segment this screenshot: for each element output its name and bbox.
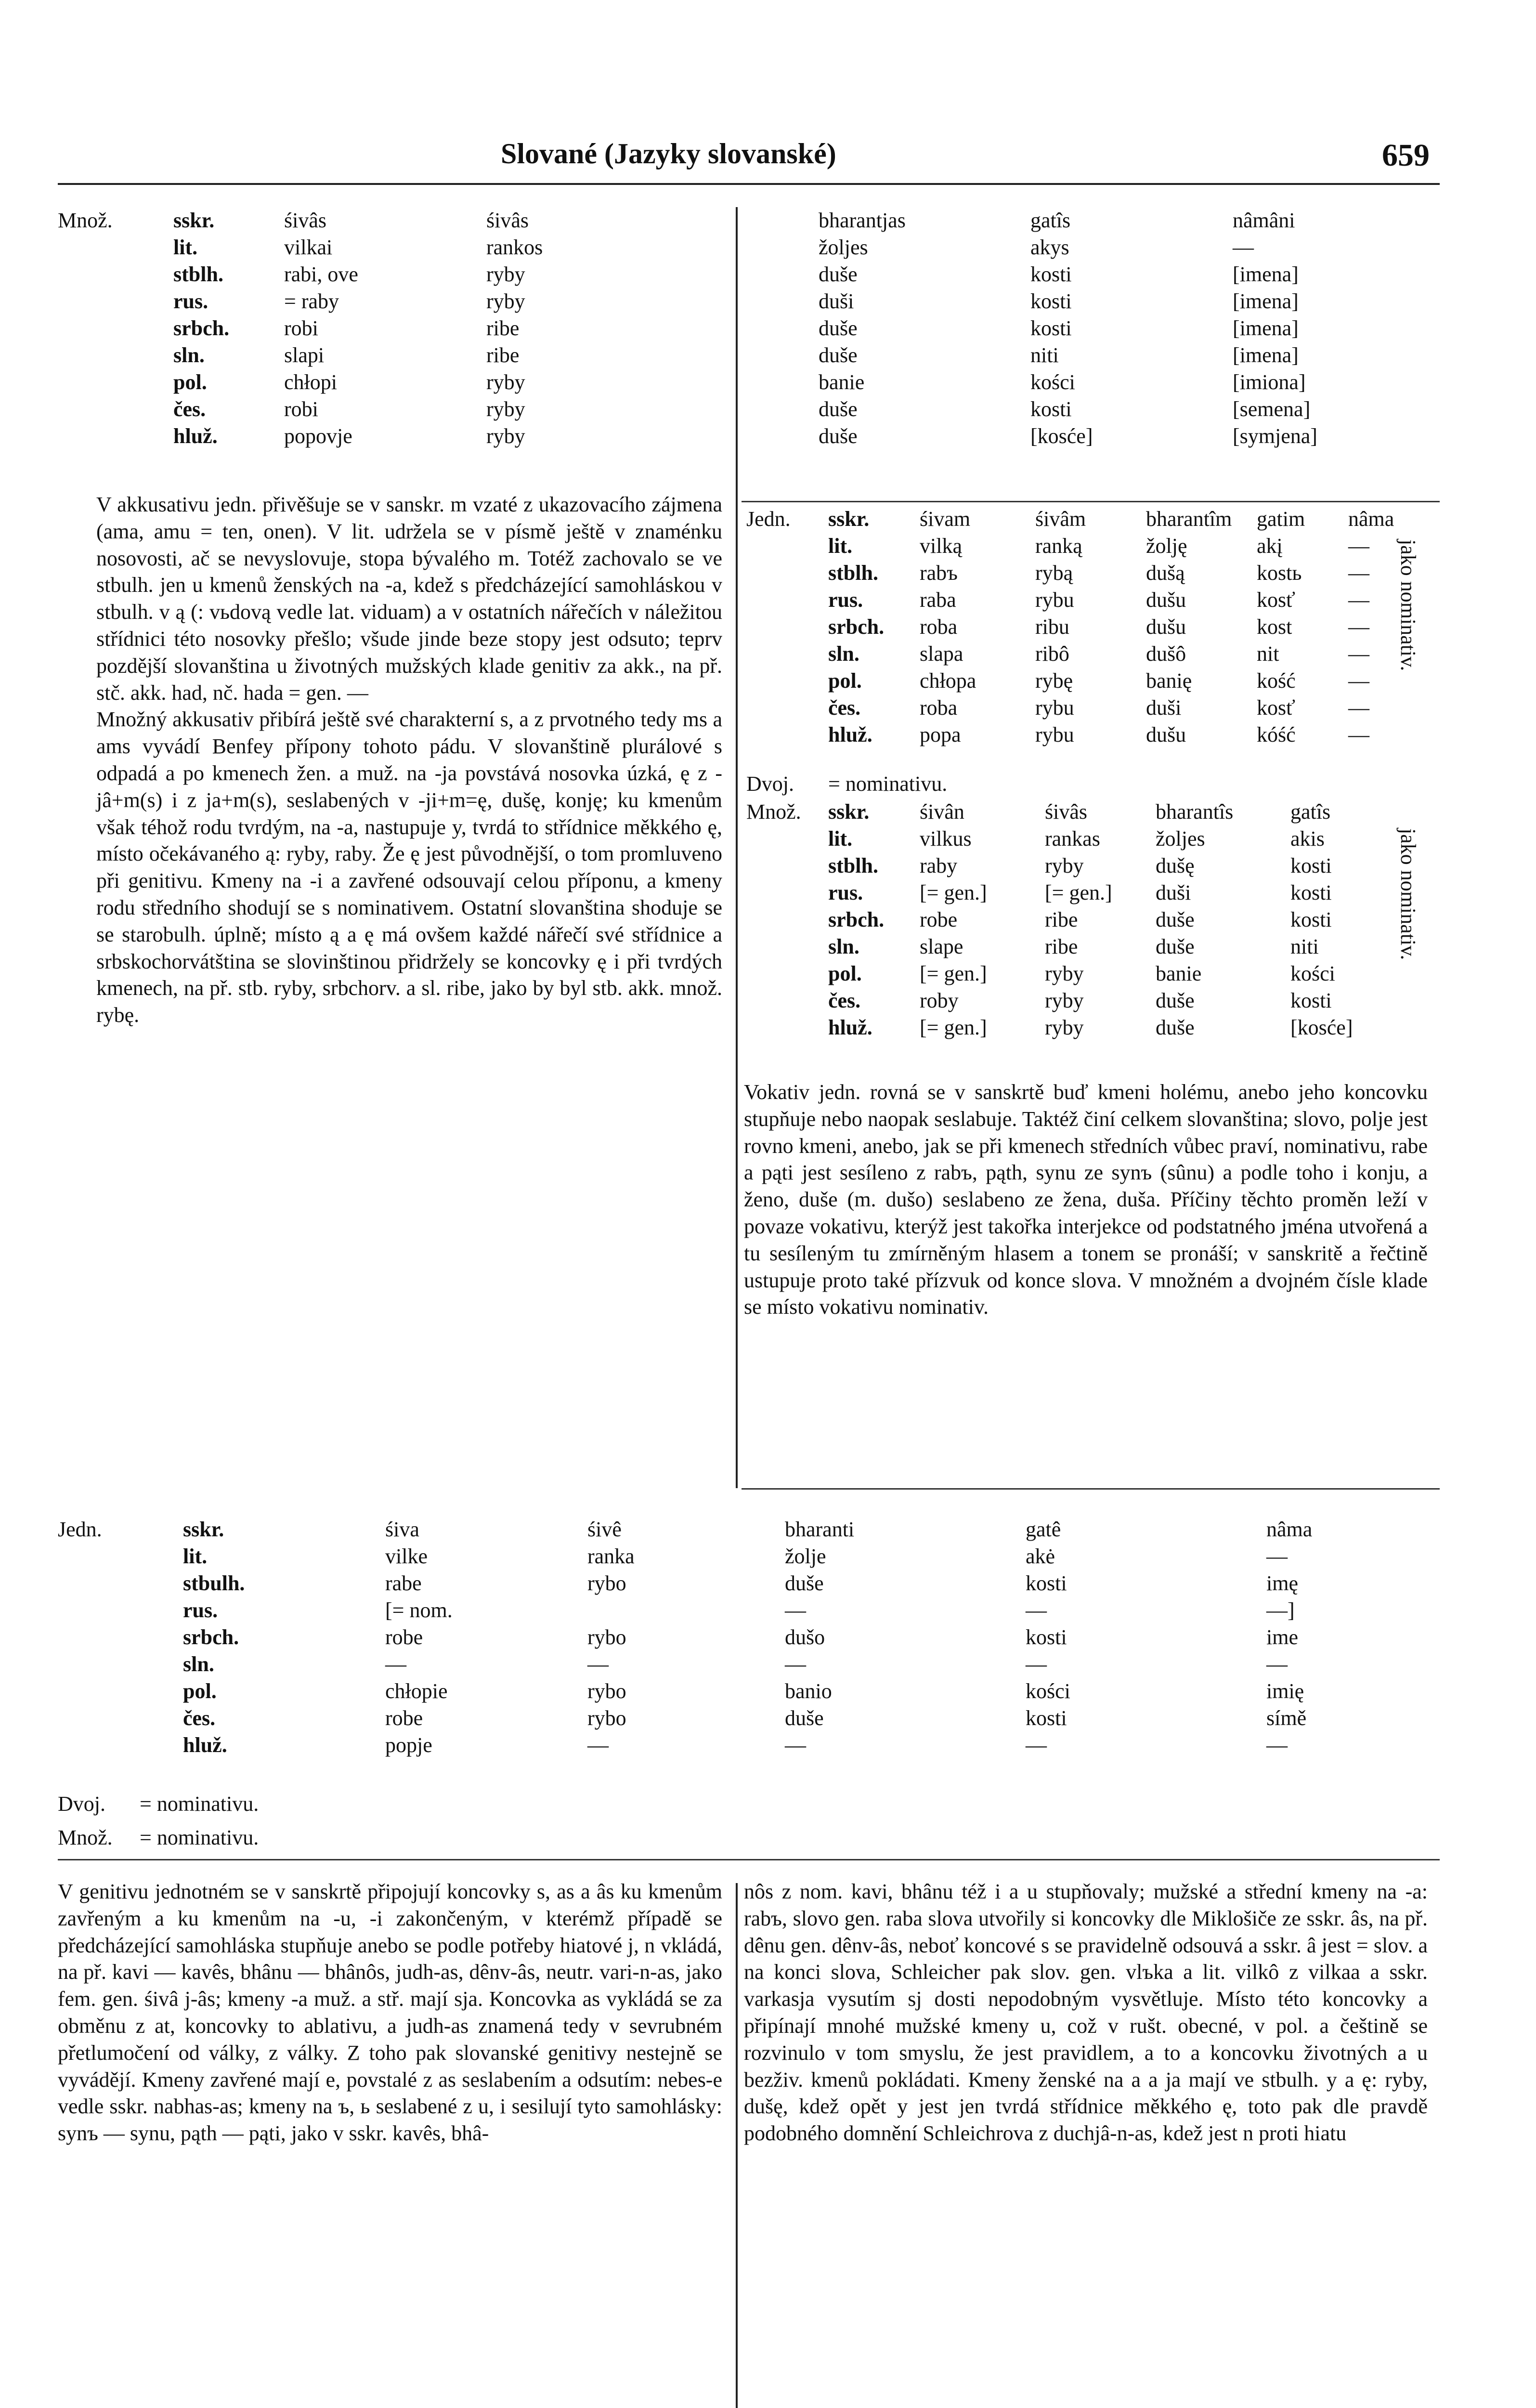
table-row xyxy=(828,907,1387,934)
form-cell: — xyxy=(785,1733,806,1757)
voc-plural-label: Množ. xyxy=(58,1826,113,1849)
table-row xyxy=(819,397,1396,424)
form-cell: banio xyxy=(785,1679,832,1703)
accusative-paragraph-1: V akkusativu jedn. přivěšuje se v sanskr. m vzaté z ukazovacího zájmena (ama, amu = ten, onen). V lit. udržela se v písmě ještě v znaménku nosovosti, ač se nevyslovuje, stopa bývalého m. Totéž zachovalo se ve stbulh. jen u kmenů ženských na -a, kdež s předcházející samohláskou v stbulh. v ą (: vьdovą vedle lat. viduam) a v ostatních nářečích v náležitou střídnici této nosovky přešlo; všude jinde beze stopy jest odsuto; teprv pozdější slovanština u životných mužských klade genitiv za akk., na př. stč. akk. had, nč. hada = gen. — xyxy=(96,493,722,705)
table-row xyxy=(828,507,1406,534)
table-row xyxy=(183,1571,780,1598)
form-cell: [semena] xyxy=(1233,397,1311,421)
form-cell: śivam xyxy=(920,507,971,531)
form-cell: slapi xyxy=(284,343,325,367)
form-cell: kosti xyxy=(1030,262,1072,286)
form-cell: ribu xyxy=(1035,615,1069,639)
form-cell: — xyxy=(1348,669,1369,693)
table-row xyxy=(785,1544,1411,1571)
form-cell: gatê xyxy=(1026,1518,1061,1541)
form-cell: — xyxy=(1266,1733,1288,1757)
table-row xyxy=(819,208,1396,235)
table-row xyxy=(819,316,1396,343)
form-cell: akys xyxy=(1030,236,1069,259)
form-cell: duše xyxy=(819,262,858,286)
language-cell: sln. xyxy=(828,642,859,666)
table-row xyxy=(828,641,1406,668)
form-cell: kosti xyxy=(1030,316,1072,340)
form-cell: [kosće] xyxy=(1030,424,1093,448)
form-cell: nâma xyxy=(1348,507,1394,531)
form-cell: = raby xyxy=(284,289,339,313)
form-cell: [imena] xyxy=(1233,289,1299,313)
section-rule-full xyxy=(58,1859,1440,1860)
form-cell: robi xyxy=(284,316,318,340)
form-cell: vilkai xyxy=(284,236,333,259)
form-cell: [symjena] xyxy=(1233,424,1317,448)
form-cell: śivâs xyxy=(486,209,529,232)
language-cell: stblh. xyxy=(173,262,223,286)
form-cell: bharantîm xyxy=(1146,507,1232,531)
form-cell: dušo xyxy=(785,1625,825,1649)
form-cell: duši xyxy=(819,289,854,313)
form-cell: niti xyxy=(1030,343,1059,367)
form-cell: [imena] xyxy=(1233,343,1299,367)
form-cell: duše xyxy=(819,316,858,340)
language-cell: sskr. xyxy=(828,800,870,824)
language-cell: sskr. xyxy=(173,209,215,232)
form-cell: popa xyxy=(920,723,961,746)
form-cell: kości xyxy=(1030,370,1075,394)
language-cell: stbulh. xyxy=(183,1571,245,1595)
case-label-plural-nom: Množ. xyxy=(58,209,113,232)
vocative-text xyxy=(744,1079,1428,1321)
form-cell: dušu xyxy=(1146,588,1186,612)
form-cell: duše xyxy=(1156,1016,1195,1039)
table-row xyxy=(183,1706,780,1733)
table-row xyxy=(828,853,1387,880)
table-row xyxy=(183,1517,780,1544)
table-row xyxy=(828,961,1387,988)
form-cell: śivê xyxy=(587,1518,622,1541)
table-row xyxy=(785,1625,1411,1652)
form-cell: śivâm xyxy=(1035,507,1086,531)
form-cell: banie xyxy=(819,370,865,394)
form-cell: bharantîs xyxy=(1156,800,1234,824)
form-cell: rybo xyxy=(587,1679,626,1703)
form-cell: chłopie xyxy=(385,1679,448,1703)
form-cell: imę xyxy=(1266,1571,1298,1595)
form-cell: dušu xyxy=(1146,615,1186,639)
form-cell: — xyxy=(1348,696,1369,720)
language-cell: hluž. xyxy=(828,723,872,746)
language-cell: sln. xyxy=(828,935,859,958)
column-rule-upper xyxy=(736,207,738,1488)
form-cell: ribe xyxy=(1045,908,1078,931)
form-cell: — xyxy=(587,1652,609,1676)
language-cell: lit. xyxy=(183,1544,208,1568)
form-cell: rybo xyxy=(587,1706,626,1730)
form-cell: rabi, ove xyxy=(284,262,358,286)
form-cell: kosti xyxy=(1290,908,1332,931)
form-cell: ranka xyxy=(587,1544,635,1568)
form-cell: nâma xyxy=(1266,1518,1313,1541)
form-cell: śivâs xyxy=(1045,800,1087,824)
form-cell: akį xyxy=(1257,534,1283,558)
form-cell: nit xyxy=(1257,642,1279,666)
form-cell: vilką xyxy=(920,534,962,558)
table-row xyxy=(828,534,1406,561)
table-row xyxy=(828,561,1406,588)
acc-dual-text: = nominativu. xyxy=(828,772,948,796)
language-cell: hluž. xyxy=(183,1733,227,1757)
genitive-paragraph-left: V genitivu jednotném se v sanskrtě připojují koncovky s, as a âs ku kmenům zavřeným a ku kmenům na -u, -i zakončeným, v kterémž případě se předcházející samohláska stupňuje anebo se podle potřeby hiatové j, n vkládá, na př. kavi — kavês, bhânu — bhânôs, judh-as, dênv-âs, neutr. vari-n-as, jako fem. gen. śivâ j-âs; kmeny -a muž. a stř. mají sja. Koncovka as vykládá se za obměnu z at, koncovky to ablativu, a judh-as znamená tedy v sevrubném přetlumočení od války, z války. Z toho pak slovanské genitivy nestejně se vyvádějí. Kmeny zavřené mají e, povstalé z as seslabením a odsutím: nebes-e vedle sskr. nabhas-as; kmeny na ъ, ь seslabené z u, i sesilují tyto samohlásky: synъ — synu, pąth — pąti, jako v sskr. kavês, bhâ- xyxy=(58,1880,722,2146)
form-cell: bharantjas xyxy=(819,209,906,232)
form-cell: — xyxy=(1026,1652,1047,1676)
form-cell: duše xyxy=(819,343,858,367)
language-cell: čes. xyxy=(828,989,861,1012)
table-row xyxy=(828,668,1406,695)
table-row xyxy=(785,1598,1411,1625)
form-cell: slape xyxy=(920,935,963,958)
table-row xyxy=(828,826,1387,853)
form-cell: nâmâni xyxy=(1233,209,1295,232)
form-cell: rybo xyxy=(587,1625,626,1649)
form-cell: — xyxy=(1266,1544,1288,1568)
form-cell: chłopa xyxy=(920,669,976,693)
table-row xyxy=(183,1598,780,1625)
table-row xyxy=(785,1517,1411,1544)
form-cell: [= nom. xyxy=(385,1598,453,1622)
vocative-table-right xyxy=(785,1517,1411,1760)
form-cell: kości xyxy=(1026,1679,1070,1703)
form-cell: rabe xyxy=(385,1571,422,1595)
table-row xyxy=(819,262,1396,289)
form-cell: ryby xyxy=(486,289,525,313)
form-cell: — xyxy=(1348,723,1369,746)
language-cell: rus. xyxy=(828,881,863,904)
language-cell: pol. xyxy=(173,370,207,394)
table-row xyxy=(828,799,1387,826)
language-cell: pol. xyxy=(183,1679,217,1703)
language-cell: lit. xyxy=(828,534,853,558)
acc-plural-note: jako nominativ. xyxy=(1396,828,1420,960)
language-cell: lit. xyxy=(173,236,198,259)
table-row xyxy=(183,1679,780,1706)
language-cell: pol. xyxy=(828,669,862,693)
form-cell: ryby xyxy=(1045,962,1084,985)
form-cell: žoljes xyxy=(819,236,868,259)
language-cell: sskr. xyxy=(828,507,870,531)
form-cell: gatim xyxy=(1257,507,1305,531)
language-cell: sskr. xyxy=(183,1518,224,1541)
form-cell: duše xyxy=(819,397,858,421)
form-cell: [= gen.] xyxy=(1045,881,1112,904)
form-cell: žolje xyxy=(785,1544,826,1568)
form-cell: duše xyxy=(1156,935,1195,958)
form-cell: — xyxy=(1348,615,1369,639)
accusative-plural-table xyxy=(828,799,1387,1042)
table-row xyxy=(828,695,1406,722)
form-cell: ryby xyxy=(1045,854,1084,877)
accusative-singular-table xyxy=(828,507,1406,749)
form-cell: —] xyxy=(1266,1598,1295,1622)
table-row xyxy=(828,880,1387,907)
table-row xyxy=(183,1625,780,1652)
table-row xyxy=(785,1571,1411,1598)
form-cell: popovje xyxy=(284,424,352,448)
acc-sing-label: Jedn. xyxy=(746,507,791,531)
form-cell: vilke xyxy=(385,1544,428,1568)
language-cell: srbch. xyxy=(173,316,230,340)
form-cell: rankas xyxy=(1045,827,1100,851)
form-cell: [imiona] xyxy=(1233,370,1306,394)
form-cell: — xyxy=(587,1733,609,1757)
page-number: 659 xyxy=(1382,138,1430,173)
form-cell: kosti xyxy=(1030,289,1072,313)
form-cell: ime xyxy=(1266,1625,1298,1649)
form-cell: duše xyxy=(1156,908,1195,931)
form-cell: ryby xyxy=(486,370,525,394)
form-cell: śivân xyxy=(920,800,964,824)
form-cell: rybę xyxy=(1035,669,1073,693)
form-cell: niti xyxy=(1290,935,1319,958)
table-row xyxy=(828,588,1406,615)
language-cell: stblh. xyxy=(828,561,878,585)
table-row xyxy=(173,316,631,343)
form-cell: kosť xyxy=(1257,588,1295,612)
form-cell: dušô xyxy=(1146,642,1186,666)
vocative-table-left xyxy=(183,1517,780,1760)
language-cell: sln. xyxy=(183,1652,214,1676)
form-cell: [= gen.] xyxy=(920,1016,987,1039)
form-cell: akė xyxy=(1026,1544,1055,1568)
language-cell: lit. xyxy=(828,827,853,851)
form-cell: kostь xyxy=(1257,561,1302,585)
form-cell: ryby xyxy=(1045,989,1084,1012)
form-cell: kóść xyxy=(1257,723,1296,746)
voc-dual-label: Dvoj. xyxy=(58,1792,105,1816)
form-cell: ryby xyxy=(486,262,525,286)
form-cell: žolję xyxy=(1146,534,1187,558)
voc-plural-text: = nominativu. xyxy=(140,1826,259,1849)
language-cell: srbch. xyxy=(183,1625,239,1649)
form-cell: žoljes xyxy=(1156,827,1205,851)
form-cell: rabъ xyxy=(920,561,958,585)
table-row xyxy=(828,1015,1387,1042)
acc-dual-label: Dvoj. xyxy=(746,772,794,796)
language-cell: čes. xyxy=(183,1706,216,1730)
form-cell: rankos xyxy=(486,236,543,259)
form-cell: [= gen.] xyxy=(920,962,987,985)
table-row xyxy=(828,988,1387,1015)
form-cell: robi xyxy=(284,397,318,421)
form-cell: raby xyxy=(920,854,958,877)
table-row xyxy=(828,934,1387,961)
form-cell: banie xyxy=(1156,962,1202,985)
page-title: Slované (Jazyky slovanské) xyxy=(501,138,836,170)
form-cell: — xyxy=(1266,1652,1288,1676)
voc-dual-text: = nominativu. xyxy=(140,1792,259,1816)
form-cell: roba xyxy=(920,615,958,639)
form-cell: duše xyxy=(785,1571,824,1595)
table-row xyxy=(785,1733,1411,1760)
header-rule xyxy=(58,183,1440,185)
form-cell: ryby xyxy=(486,397,525,421)
form-cell: gatîs xyxy=(1290,800,1331,824)
table-row xyxy=(819,370,1396,397)
language-cell: rus. xyxy=(828,588,863,612)
table-row xyxy=(183,1733,780,1760)
form-cell: — xyxy=(385,1652,406,1676)
form-cell: kosti xyxy=(1026,1571,1067,1595)
form-cell: dušę xyxy=(1156,854,1195,877)
form-cell: kości xyxy=(1290,962,1335,985)
form-cell: ryby xyxy=(486,424,525,448)
form-cell: vilkus xyxy=(920,827,972,851)
form-cell: — xyxy=(1348,561,1369,585)
form-cell: rybą xyxy=(1035,561,1073,585)
form-cell: — xyxy=(1233,236,1254,259)
table-row xyxy=(173,370,631,397)
language-cell: čes. xyxy=(828,696,861,720)
language-cell: rus. xyxy=(183,1598,218,1622)
form-cell: — xyxy=(1348,642,1369,666)
form-cell: [kosće] xyxy=(1290,1016,1353,1039)
table-row xyxy=(173,424,631,451)
language-cell: pol. xyxy=(828,962,862,985)
form-cell: ribe xyxy=(1045,935,1078,958)
form-cell: rybu xyxy=(1035,588,1074,612)
table-row xyxy=(785,1652,1411,1679)
form-cell: rybu xyxy=(1035,696,1074,720)
table-row xyxy=(173,343,631,370)
table-row xyxy=(819,424,1396,451)
form-cell: kość xyxy=(1257,669,1296,693)
accusative-paragraph-2: Množný akkusativ přibírá ještě své charakterní s, a z prvotného tedy ms a ams vyvádí Benfey přípony tohoto pádu. V slovanštině plurálové s odpadá a po kmenech žen. a muž. na -ja povstává nosovka úzká, ę z -jâ+m(s) i z ja+m(s), seslabených v -ji+m=ę, dušę, konję; ku kmenům však téhož rodu tvrdým, na -a, nastupuje y, tvrdá to střídnice měkkého ę, místo očekávaného ą: ryby, raby. Že ę jest původnější, o tom promluveno při genitivu. Kmeny na -i a zavřené odsouvají celou příponu, a kmeny rodu středního shodují se s nominativem. Ostatní slovanština shoduje se se starobulh. úplně; místo ą a ę má ovšem každé nářečí své střídnice a srbskochorvátština se slovinštinou přidržely se koncovky ę i při tvrdých kmenech, na př. stb. ryby, srbchorv. a sl. ribe, jako by byl stb. akk. množ. rybę. xyxy=(96,707,722,1027)
form-cell: duši xyxy=(1156,881,1191,904)
form-cell: imię xyxy=(1266,1679,1304,1703)
form-cell: — xyxy=(1348,588,1369,612)
table-row xyxy=(173,235,631,262)
form-cell: kosti xyxy=(1030,397,1072,421)
form-cell: chłopi xyxy=(284,370,337,394)
form-cell: — xyxy=(1026,1598,1047,1622)
genitive-paragraph-right: nôs z nom. kavi, bhânu též i a u stupňovaly; mužské a střední kmeny na -a: rabъ, slovo gen. raba slova utvořily si koncovky dle Miklošiče ze sskr. âs, na př. dênu gen. dênv-âs, neboť koncové s se pravidelně odsouvá a sskr. â jest = slov. a na konci slova, Schleicher pak slov. gen. vlъka a lit. vilkô z vilkaa a sskr. varkasja vysutím sj dosti nepodobným vysvětluje. Místo této koncovky a připínají mnohé mužské kmeny u, což v rušt. obecné, v pol. a češtině se rozvinulo v tom smyslu, že jest pravidlem, a to a koncovku životných a u bezživ. kmenů pokládati. Kmeny ženské na a a ja mají ve stbulh. y a ę: ryby, dušę, kdež opět y jest jen tvrdá střídnice měkkého ę, toto pak dle pravdě podobného domnění Schleichrova z duchjâ-n-as, kdež jest n proti hiatu xyxy=(744,1880,1428,2146)
genitive-text-left xyxy=(58,1878,722,2147)
form-cell: ryby xyxy=(1045,1016,1084,1039)
table-row xyxy=(819,235,1396,262)
plural-nominative-table-left xyxy=(173,208,631,451)
acc-plural-label: Množ. xyxy=(746,800,801,824)
form-cell: banię xyxy=(1146,669,1192,693)
language-cell: srbch. xyxy=(828,615,885,639)
language-cell: rus. xyxy=(173,289,208,313)
form-cell: duši xyxy=(1146,696,1182,720)
form-cell xyxy=(587,1598,780,1625)
form-cell: śivâs xyxy=(284,209,326,232)
table-row xyxy=(173,208,631,235)
form-cell: roby xyxy=(920,989,959,1012)
form-cell: kosti xyxy=(1290,989,1332,1012)
genitive-text-right xyxy=(744,1878,1428,2147)
form-cell: ribe xyxy=(486,316,520,340)
form-cell: símě xyxy=(1266,1706,1307,1730)
table-row xyxy=(785,1706,1411,1733)
form-cell: ranką xyxy=(1035,534,1082,558)
form-cell: raba xyxy=(920,588,956,612)
table-row xyxy=(183,1544,780,1571)
form-cell: bharanti xyxy=(785,1518,855,1541)
table-row xyxy=(828,722,1406,749)
plural-nominative-table-right xyxy=(819,208,1396,451)
form-cell: popje xyxy=(385,1733,432,1757)
form-cell: — xyxy=(1026,1733,1047,1757)
table-row xyxy=(173,289,631,316)
form-cell: kosti xyxy=(1026,1706,1067,1730)
form-cell: dušą xyxy=(1146,561,1185,585)
form-cell: gatîs xyxy=(1030,209,1071,232)
language-cell: čes. xyxy=(173,397,206,421)
accusative-text xyxy=(96,491,722,1029)
form-cell: kost xyxy=(1257,615,1292,639)
form-cell: rybu xyxy=(1035,723,1074,746)
form-cell: kosti xyxy=(1026,1625,1067,1649)
form-cell: duše xyxy=(785,1706,824,1730)
form-cell: kosti xyxy=(1290,854,1332,877)
acc-sing-note: jako nominativ. xyxy=(1396,539,1420,671)
form-cell: robe xyxy=(920,908,958,931)
table-row xyxy=(183,1652,780,1679)
form-cell: śiva xyxy=(385,1518,419,1541)
form-cell: slapa xyxy=(920,642,963,666)
language-cell: hluž. xyxy=(173,424,218,448)
voc-sing-label: Jedn. xyxy=(58,1518,102,1541)
table-row xyxy=(819,289,1396,316)
form-cell: kosti xyxy=(1290,881,1332,904)
form-cell: [= gen.] xyxy=(920,881,987,904)
form-cell: duše xyxy=(1156,989,1195,1012)
column-rule-lower xyxy=(736,1883,738,2408)
form-cell: [imena] xyxy=(1233,316,1299,340)
form-cell: kosť xyxy=(1257,696,1295,720)
form-cell: rybo xyxy=(587,1571,626,1595)
form-cell: ribô xyxy=(1035,642,1069,666)
table-row xyxy=(828,615,1406,641)
form-cell: robe xyxy=(385,1706,423,1730)
table-row xyxy=(785,1679,1411,1706)
right-column-rule xyxy=(742,501,1440,502)
form-cell: ribe xyxy=(486,343,520,367)
language-cell: hluž. xyxy=(828,1016,872,1039)
table-row xyxy=(173,397,631,424)
language-cell: sln. xyxy=(173,343,205,367)
form-cell: — xyxy=(785,1598,806,1622)
language-cell: stblh. xyxy=(828,854,878,877)
form-cell: robe xyxy=(385,1625,423,1649)
vocative-paragraph: Vokativ jedn. rovná se v sanskrtě buď kmeni holému, anebo jeho koncovku stupňuje nebo naopak seslabuje. Taktéž činí celkem slovanština; slovo, polje jest rovno kmeni, anebo, jak se při kmenech středních vůbec praví, nominativu, rabe a pąti jest sesíleno z rabъ, pąth, synu ze synъ (sûnu) a podle toho i konju, a ženo, duše (m. dušo) seslabeno ze žena, duša. Příčiny těchto proměn leží v povaze vokativu, kterýž jest takořka interjekce od podstatného jména utvořená a tu sesíleným tu zmírněným hlasem a tonem se pronáší; v sanskritě a řečtině ustupuje proto také přízvuk od konce slova. V množném a dvojném čísle klade se místo vokativu nominativ. xyxy=(744,1080,1428,1319)
table-row xyxy=(819,343,1396,370)
table-row xyxy=(173,262,631,289)
language-cell: srbch. xyxy=(828,908,885,931)
section-rule-right xyxy=(742,1488,1440,1490)
form-cell: — xyxy=(785,1652,806,1676)
form-cell: [imena] xyxy=(1233,262,1299,286)
form-cell: duše xyxy=(819,424,858,448)
form-cell: dušu xyxy=(1146,723,1186,746)
form-cell: — xyxy=(1348,534,1369,558)
form-cell: akis xyxy=(1290,827,1325,851)
form-cell: roba xyxy=(920,696,958,720)
